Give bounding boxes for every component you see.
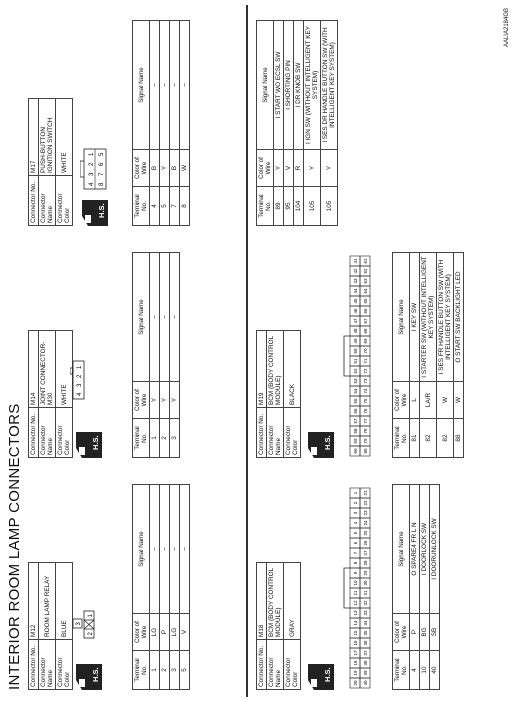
pin-label: 15 [353, 630, 358, 636]
svg-text:H.S.: H.S. [323, 435, 332, 450]
col-signal: Signal Name [133, 485, 150, 614]
connector-header-table [28, 98, 73, 226]
reference-code: AALIA2184GB [504, 8, 510, 48]
pin-label: 18 [353, 660, 358, 666]
pin-label: 49 [353, 338, 358, 344]
pin-label: 66 [363, 308, 368, 314]
connector-name-label: Connector Name [267, 408, 284, 458]
pin-label: 4 [77, 392, 83, 396]
table-row: 104 R I DR KNOB SW [294, 21, 304, 226]
pin-label: 53 [353, 378, 358, 384]
table-row: 95 V I SHORTING PIN [284, 21, 294, 226]
pin-label: 48 [353, 328, 358, 334]
pin-label: 8 [99, 182, 105, 186]
hs-icon [76, 432, 107, 458]
connector-color-value: GRAY [284, 563, 301, 640]
table-row: 2 P – [160, 485, 170, 690]
connector-block-m14 [28, 299, 178, 458]
pin-label: 24 [363, 520, 368, 526]
connector-name-label: Connector Name [39, 176, 56, 226]
col-terminal: Terminal No. [257, 187, 274, 226]
pin-label: 41 [353, 258, 358, 264]
pin-label: 9 [353, 571, 358, 575]
table-row: 3 Y – [170, 253, 180, 458]
col-wire: Color of Wire [133, 382, 150, 419]
table-row: 40 SB I DOORUNLOCK SW [430, 485, 440, 690]
pin-label: 70 [363, 348, 368, 354]
pin-label: 4 [89, 182, 95, 186]
pin-label: 4 [353, 521, 358, 525]
connector-color-label: Connector Color [56, 408, 73, 458]
connector-header-table [256, 562, 301, 690]
connector-no-value: M12 [29, 563, 39, 640]
pin-label: 65 [363, 298, 368, 304]
connector-no-label: Connector No. [29, 640, 39, 690]
hs-icon [308, 432, 339, 458]
table-row: 5 V – [180, 485, 190, 690]
pin-label: 50 [353, 348, 358, 354]
pin-label: 28 [363, 560, 368, 566]
connector-no-label: Connector No. [29, 408, 39, 458]
pin-label: 13 [353, 610, 358, 616]
pin-label: 31 [363, 590, 368, 596]
connector-no-label: Connector No. [29, 176, 39, 226]
pin-label: 35 [363, 630, 368, 636]
pin-label: 80 [363, 448, 368, 454]
pin-label: 10 [353, 580, 358, 586]
table-row: 1 LG – [150, 485, 160, 690]
table-row: 7 B – [170, 21, 180, 226]
svg-text:H.S.: H.S. [97, 203, 106, 218]
pin-label: 79 [363, 438, 368, 444]
pin-label: 78 [363, 428, 368, 434]
pin-label: 11 [353, 590, 358, 596]
table-row: 1 Y – [150, 253, 160, 458]
pin-label: 3 [76, 622, 82, 626]
pin-label: 34 [363, 620, 368, 626]
pin-label: 19 [353, 670, 358, 676]
pin-label: 71 [363, 358, 368, 364]
pin-label: 12 [353, 600, 358, 606]
pin-label: 3 [353, 511, 358, 515]
pin-label: 44 [353, 288, 358, 294]
connector-face-figure [72, 604, 96, 644]
pin-label: 61 [363, 258, 368, 264]
col-signal: Signal Name [393, 253, 410, 382]
pin-label: 38 [363, 660, 368, 666]
pin-label: 3 [89, 172, 95, 176]
pin-label: 76 [363, 408, 368, 414]
connector-no-label: Connector No. [257, 640, 267, 690]
col-terminal: Terminal No. [393, 419, 410, 458]
pin-label: 22 [363, 500, 368, 506]
pin-label: 73 [363, 378, 368, 384]
pin-label: 52 [353, 368, 358, 374]
pin-label: 67 [363, 318, 368, 324]
table-row: 10 BG I DOORLOCK SW [420, 485, 430, 690]
col-wire: Color of Wire [133, 614, 150, 651]
signal-table [132, 484, 190, 690]
svg-text:H.S.: H.S. [91, 667, 100, 682]
connector-face-figure [340, 482, 372, 690]
table-row: 82 LA/R I STARTER SW (WITHOUT INTELLIGENT KEY SYSTEM) [420, 253, 437, 458]
table-row: 2 Y – [160, 253, 170, 458]
connector-block-m12 [28, 531, 188, 690]
pin-label: 57 [353, 418, 358, 424]
hs-icon [76, 664, 102, 690]
pin-label: 29 [363, 570, 368, 576]
pin-label: 69 [363, 338, 368, 344]
pin-label: 27 [363, 550, 368, 556]
pin-label: 1 [88, 614, 94, 618]
pin-label: 6 [353, 541, 358, 545]
pin-label: 40 [363, 680, 368, 686]
col-signal: Signal Name [133, 21, 150, 150]
pin-label: 33 [363, 610, 368, 616]
pin-label: 25 [363, 530, 368, 536]
signal-table [132, 20, 190, 226]
connector-header-table [28, 562, 73, 690]
hs-icon [82, 200, 113, 226]
pin-label: 58 [353, 428, 358, 434]
pin-label: 51 [353, 358, 358, 364]
svg-text:H.S.: H.S. [323, 667, 332, 682]
signal-table [392, 252, 464, 458]
connector-color-value: WHITE [56, 331, 73, 408]
connector-face-figure [70, 356, 86, 400]
pin-label: 3 [77, 383, 83, 387]
pin-label: 62 [363, 268, 368, 274]
pin-label: 63 [363, 278, 368, 284]
pin-label: 5 [99, 152, 105, 156]
connector-block-m17 [28, 67, 188, 226]
pin-label: 30 [363, 580, 368, 586]
col-terminal: Terminal No. [133, 651, 150, 690]
col-signal: Signal Name [133, 253, 150, 382]
pin-label: 20 [353, 680, 358, 686]
connector-name-label: Connector Name [39, 408, 56, 458]
pin-label: 56 [353, 408, 358, 414]
hs-icon [308, 664, 339, 690]
col-wire: Color of Wire [393, 614, 410, 651]
col-terminal: Terminal No. [133, 419, 150, 458]
section-divider [246, 5, 248, 697]
col-signal: Signal Name [393, 485, 410, 614]
pin-label: 21 [363, 490, 368, 496]
pin-label: 60 [353, 448, 358, 454]
col-wire: Color of Wire [133, 150, 150, 187]
pin-label: 16 [353, 640, 358, 646]
pin-label: 32 [363, 600, 368, 606]
table-row: 82 W I SES FR HANDLE BUTTON SW (WITH INTELLIGENT KEY SYSTEM) [437, 253, 454, 458]
connector-name-value: BCM (BODY CONTROL MODULE) [267, 563, 284, 640]
connector-no-value: M18 [257, 563, 267, 640]
connector-no-value: M19 [257, 331, 267, 408]
pin-label: 77 [363, 418, 368, 424]
connector-block-m19 [256, 256, 462, 458]
pin-label: 1 [77, 365, 83, 369]
pin-label: 2 [353, 501, 358, 505]
connector-name-label: Connector Name [39, 640, 56, 690]
pin-label: 36 [363, 640, 368, 646]
connector-color-label: Connector Color [56, 640, 73, 690]
connector-color-value: WHITE [56, 99, 73, 176]
connector-color-label: Connector Color [284, 408, 301, 458]
col-terminal: Terminal No. [393, 651, 410, 690]
pin-label: 47 [353, 318, 358, 324]
pin-label: 74 [363, 388, 368, 394]
signal-table [392, 484, 440, 690]
col-wire: Color of Wire [257, 150, 274, 187]
table-row: 105 Y I IGN SW (WITHOUT INTELLIGENT KEY SYSTEM) [304, 21, 321, 226]
connector-name-label: Connector Name [267, 640, 284, 690]
pin-label: 59 [353, 438, 358, 444]
pin-label: 2 [88, 632, 94, 636]
pin-label: 1 [353, 491, 358, 495]
col-signal: Signal Name [257, 21, 274, 150]
connector-header-table [28, 330, 73, 458]
connector-face-figure [80, 146, 108, 190]
pin-label: 55 [353, 398, 358, 404]
connector-color-value: BLUE [56, 563, 73, 640]
pin-label: 64 [363, 288, 368, 294]
connector-name-value: JOINT CONNECTOR-M30 [39, 331, 56, 408]
connector-no-value: M17 [29, 99, 39, 176]
pin-label: 54 [353, 388, 358, 394]
pin-label: 42 [353, 268, 358, 274]
pin-label: 7 [99, 172, 105, 176]
connector-color-label: Connector Color [284, 640, 301, 690]
pin-label: 46 [353, 308, 358, 314]
table-row: 3 LG – [170, 485, 180, 690]
signal-table [132, 252, 180, 458]
table-row: 4 P O SPARE4 FR L N [410, 485, 420, 690]
pin-label: 8 [353, 561, 358, 565]
pin-label: 23 [363, 510, 368, 516]
pin-label: 14 [353, 620, 358, 626]
pin-label: 7 [353, 551, 358, 555]
col-wire: Color of Wire [393, 382, 410, 419]
pin-label: 39 [363, 670, 368, 676]
connector-header-table [256, 330, 301, 458]
table-row: 105 Y I SES DR HANDLE BUTTON SW (WITH INTELLIGENT KEY SYSTEM) [321, 21, 338, 226]
pin-label: 72 [363, 368, 368, 374]
col-terminal: Terminal No. [133, 187, 150, 226]
connector-color-value: BLACK [284, 331, 301, 408]
table-row: 88 W O START SW BACKLIGHT LED [454, 253, 464, 458]
pin-label: 2 [89, 162, 95, 166]
connector-block-m18 [256, 490, 438, 690]
connector-color-label: Connector Color [56, 176, 73, 226]
connector-block-m19-continued [256, 20, 338, 226]
connector-no-label: Connector No. [257, 408, 267, 458]
connector-face-figure [340, 250, 372, 458]
table-row: 89 Y I START WO ECSL SW [274, 21, 284, 226]
page-title: INTERIOR ROOM LAMP CONNECTORS [6, 403, 23, 690]
connector-name-value: ROOM LAMP RELAY [39, 563, 56, 640]
connector-name-value: BCM (BODY CONTROL MODULE) [267, 331, 284, 408]
table-row: 4 B – [150, 21, 160, 226]
pin-label: 45 [353, 298, 358, 304]
signal-table [256, 20, 338, 226]
pin-label: 1 [89, 152, 95, 156]
pin-label: 26 [363, 540, 368, 546]
svg-text:H.S.: H.S. [91, 435, 100, 450]
pin-label: 5 [353, 531, 358, 535]
pin-label: 6 [99, 162, 105, 166]
pin-label: 43 [353, 278, 358, 284]
pin-label: 2 [77, 374, 83, 378]
table-row: 8 W – [180, 21, 190, 226]
table-row: 81 L I KEY SW [410, 253, 420, 458]
pin-label: 75 [363, 398, 368, 404]
table-row: 5 Y – [160, 21, 170, 226]
pin-label: 17 [353, 650, 358, 656]
pin-label: 68 [363, 328, 368, 334]
pin-label: 37 [363, 650, 368, 656]
connector-no-value: M14 [29, 331, 39, 408]
connector-name-value: PUSH-BUTTON IGNITION SWITCH [39, 99, 56, 176]
